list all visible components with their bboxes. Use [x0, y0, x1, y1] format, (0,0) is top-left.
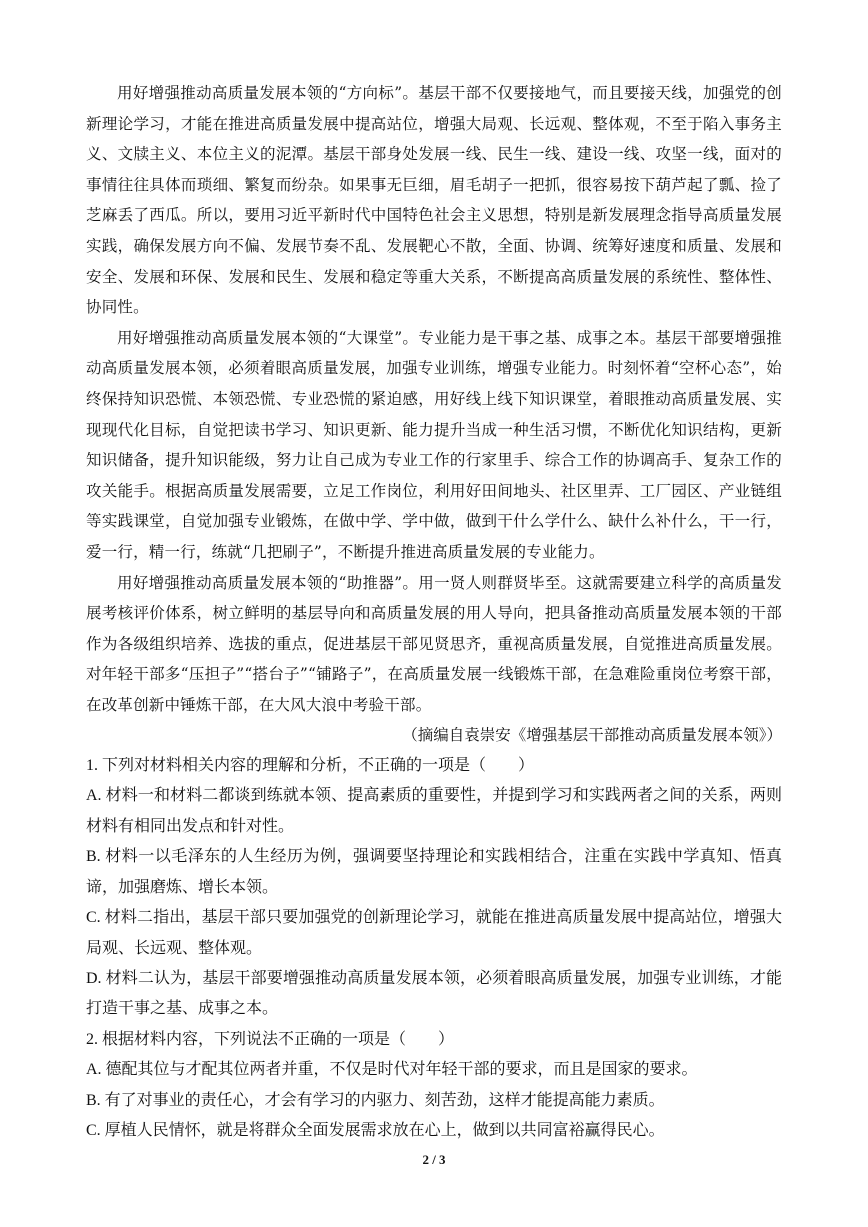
- option-c: C. 材料二指出，基层干部只要加强党的创新理论学习，就能在推进高质量发展中提高站位，增强大局观、长远观、整体观。: [86, 909, 782, 957]
- question-2: [86, 1025, 782, 1147]
- question-stem: 2. 根据材料内容，下列说法不正确的一项是（ ）: [86, 1030, 455, 1048]
- option-d: D. 材料二认为，基层干部要增强推动高质量发展本领，必须着眼高质量发展，加强专业训练，才能打造干事之基、成事之本。: [86, 969, 782, 1018]
- paragraph-booster: 用好增强推动高质量发展本领的“助推器”。用一贤人则群贤毕至。这就需要建立科学的高质量发展考核评价体系，树立鲜明的基层导向和高质量发展的用人导向，把具备推动高质量发展本领的干部作为各级组织培养、选拔的重点，促进基层干部见贤思齐，重视高质量发展，自觉推进高质量发展。对年轻干部多“压担子”“搭台子”“铺路子”，在高质量发展一线锻炼干部，在急难险重岗位考察干部，在改革创新中锤炼干部，在大风大浪中考验干部。: [86, 573, 782, 714]
- page-number: 2 / 3: [422, 1152, 446, 1167]
- option-a: A. 德配其位与才配其位两者并重，不仅是时代对年轻干部的要求，而且是国家的要求。: [86, 1061, 698, 1079]
- paragraph-classroom: 用好增强推动高质量发展本领的“大课堂”。专业能力是干事之基、成事之本。基层干部要增强推动高质量发展本领，必须着眼高质量发展，加强专业训练，增强专业能力。时刻怀着“空杯心态”，始终保持知识恐慌、本领恐慌、专业恐慌的紧迫感，用好线上线下知识课堂，着眼推动高质量发展、实现现代化目标，自觉把读书学习、知识更新、能力提升当成一种生活习惯，不断优化知识结构，更新知识储备，提升知识能级，努力让自己成为专业工作的行家里手、综合工作的协调高手、复杂工作的攻关能手。根据高质量发展需要，立足工作岗位，利用好田间地头、社区里弄、工厂园区、产业链组等实践课堂，自觉加强专业锻炼，在做中学、学中做，做到干什么学什么、缺什么补什么，干一行，爱一行，精一行，练就“几把刷子”，不断提升推进高质量发展的专业能力。: [86, 328, 782, 561]
- paragraph-direction: 用好增强推动高质量发展本领的“方向标”。基层干部不仅要接地气，而且要接天线，加强党的创新理论学习，才能在推进高质量发展中提高站位，增强大局观、长远观、整体观，不至于陷入事务主义、文牍主义、本位主义的泥潭。基层干部身处发展一线、民生一线、建设一线、攻坚一线，面对的事情往往具体而琐细、繁复而纷杂。如果事无巨细，眉毛胡子一把抓，很容易按下葫芦起了瓢、捡了芝麻丢了西瓜。所以，要用习近平新时代中国特色社会主义思想，特别是新发展理念指导高质量发展实践，确保发展方向不偏、发展节奏不乱、发展靶心不散，全面、协调、统筹好速度和质量、发展和安全、发展和环保、发展和民生、发展和稳定等重大关系，不断提高高质量发展的系统性、整体性、协同性。: [86, 84, 782, 317]
- option-c: C. 厚植人民情怀，就是将群众全面发展需求放在心上，做到以共同富裕赢得民心。: [86, 1121, 665, 1139]
- option-b: B. 有了对事业的责任心，才会有学习的内驱力、刻苦劲，这样才能提高能力素质。: [86, 1091, 665, 1109]
- option-b: B. 材料一以毛泽东的人生经历为例，强调要坚持理论和实践相结合，注重在实践中学真知、悟真谛，加强磨炼、增长本领。: [86, 848, 782, 896]
- question-1: [86, 751, 782, 1025]
- option-a: A. 材料一和材料二都谈到练就本领、提高素质的重要性，并提到学习和实践两者之间的关系，两则材料有相同出发点和针对性。: [86, 787, 782, 835]
- document-body: [86, 78, 782, 1146]
- source-citation: （摘编自袁崇安《增强基层干部推动高质量发展本领》）: [402, 726, 782, 745]
- question-stem: 1. 下列对材料相关内容的理解和分析，不正确的一项是（ ）: [86, 757, 535, 775]
